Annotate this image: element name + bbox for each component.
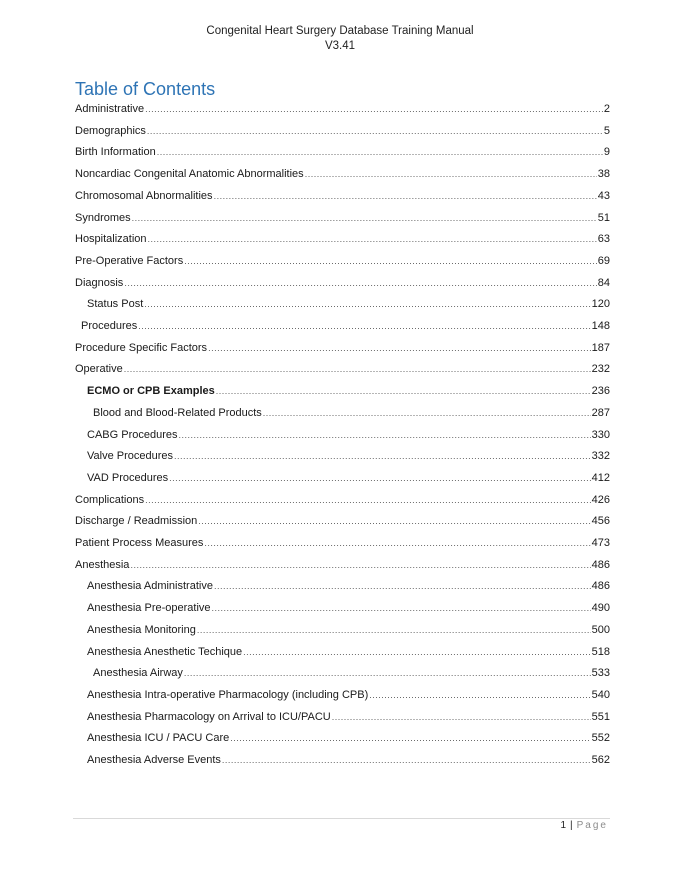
toc-entry-label: Anesthesia (75, 558, 130, 571)
toc-leader (305, 166, 597, 182)
toc-leader (157, 144, 603, 160)
toc-leader (178, 427, 590, 443)
toc-entry-patient-process-measures[interactable] (75, 535, 610, 551)
toc-entry-anesthesia-icu-pacu-care[interactable] (87, 730, 610, 746)
toc-leader (263, 405, 591, 421)
toc-entry-page: 552 (591, 732, 610, 745)
toc-leader (144, 296, 590, 312)
toc-entry-page: 38 (597, 168, 610, 181)
toc-leader (212, 600, 591, 616)
toc-entry-label: Anesthesia ICU / PACU Care (87, 732, 230, 745)
toc-entry-page: 2 (603, 103, 610, 115)
toc-entry-valve-procedures[interactable] (87, 448, 610, 464)
toc-entry-label: Pre-Operative Factors (75, 254, 184, 267)
toc-entry-label: Syndromes (75, 211, 131, 224)
toc-entry-label: Anesthesia Pharmacology on Arrival to ICU/PACU (87, 710, 331, 723)
toc-entry-label: CABG Procedures (87, 428, 178, 441)
toc-leader (222, 752, 591, 768)
toc-entry-diagnosis[interactable] (75, 275, 610, 291)
toc-entry-label: Anesthesia Airway (93, 667, 183, 680)
toc-entry-anesthesia-monitoring[interactable] (87, 622, 610, 638)
toc-entry-anesthesia-technique[interactable] (87, 644, 610, 660)
toc-entry-label: Anesthesia Monitoring (87, 623, 196, 636)
toc-entry-anesthesia-pre-operative[interactable] (87, 600, 610, 616)
toc-entry-label: Administrative (75, 103, 145, 115)
toc-entry-page: 120 (591, 298, 610, 311)
footer-page-word: Page (576, 820, 608, 831)
toc-entry-label: Anesthesia Administrative (87, 580, 213, 593)
toc-leader (174, 448, 591, 464)
toc-leader (130, 557, 590, 573)
toc-leader (124, 361, 591, 377)
toc-entry-anesthesia-intra-op-pharmacology[interactable] (87, 687, 610, 703)
toc-entry-complications[interactable] (75, 492, 610, 508)
toc-leader (184, 665, 591, 681)
toc-entry-page: 187 (591, 341, 610, 354)
toc-entry-hospitalization[interactable] (75, 231, 610, 247)
toc-leader (124, 275, 596, 291)
toc-entry-page: 232 (591, 363, 610, 376)
toc-entry-syndromes[interactable] (75, 210, 610, 226)
toc-entry-page: 518 (591, 645, 610, 658)
toc-entry-page: 473 (591, 537, 610, 549)
toc-entry-birth-information[interactable] (75, 144, 610, 160)
toc-leader (230, 730, 590, 746)
toc-entry-page: 84 (597, 276, 610, 289)
toc-leader (184, 253, 597, 269)
toc-leader (369, 687, 590, 703)
toc-entry-page: 148 (591, 320, 610, 332)
toc-entry-blood-products[interactable] (93, 405, 610, 421)
document-version: V3.41 (324, 40, 356, 52)
toc-leader (145, 101, 603, 117)
toc-entry-page: 551 (591, 710, 610, 723)
toc-entry-label: Operative (75, 363, 123, 376)
toc-entry-page: 332 (591, 450, 610, 463)
toc-heading: Table of Contents (75, 79, 216, 99)
toc-entry-procedures[interactable] (81, 318, 610, 334)
page-footer (560, 819, 608, 833)
toc-entry-noncardiac[interactable] (75, 166, 610, 182)
toc-entry-label: Birth Information (75, 146, 156, 159)
toc-entry-label: Procedures (81, 320, 138, 332)
toc-entry-page: 51 (597, 211, 610, 224)
toc-entry-pre-operative-factors[interactable] (75, 253, 610, 269)
toc-entry-page: 456 (591, 515, 610, 528)
document-header (0, 24, 680, 54)
toc-leader (204, 535, 590, 551)
toc-entry-label: Anesthesia Adverse Events (87, 754, 221, 766)
toc-entry-status-post[interactable] (87, 296, 610, 312)
toc-entry-page: 490 (591, 602, 610, 615)
toc-entry-anesthesia-adverse-events[interactable] (87, 752, 610, 768)
toc-entry-vad-procedures[interactable] (87, 470, 610, 486)
toc-entry-anesthesia-airway[interactable] (93, 665, 610, 681)
toc-entry-label: Anesthesia Pre-operative (87, 602, 211, 615)
toc-entry-page: 486 (591, 558, 610, 571)
document-title: Congenital Heart Surgery Database Training Manual (206, 25, 474, 37)
footer-separator: | (570, 820, 573, 831)
toc-entry-page: 500 (591, 623, 610, 636)
toc-leader (138, 318, 590, 334)
toc-entry-label: Hospitalization (75, 233, 147, 246)
toc-entry-page: 330 (591, 428, 610, 441)
toc-leader (208, 340, 591, 356)
toc-entry-label: ECMO or CPB Examples (87, 385, 215, 398)
toc-leader (147, 123, 603, 139)
toc-entry-page: 63 (597, 233, 610, 246)
footer-divider (73, 818, 610, 819)
toc-entry-discharge-readmission[interactable] (75, 513, 610, 529)
toc-leader (216, 383, 591, 399)
toc-leader (148, 231, 597, 247)
toc-entry-page: 5 (603, 124, 610, 137)
toc-entry-label: Blood and Blood-Related Products (93, 406, 262, 419)
toc-leader (332, 709, 591, 725)
toc-leader (132, 210, 597, 226)
toc-leader (197, 622, 591, 638)
toc-entry-label: Patient Process Measures (75, 537, 204, 549)
toc-entry-anesthesia[interactable] (75, 557, 610, 573)
toc-entry-anesthesia-pharmacology-arrival[interactable] (87, 709, 610, 725)
toc-entry-ecmo-cpb-examples[interactable] (87, 383, 610, 399)
toc-entry-page: 69 (597, 254, 610, 267)
toc-entry-page: 562 (591, 754, 610, 766)
toc-entry-page: 412 (591, 471, 610, 484)
toc-entry-page: 43 (597, 189, 610, 202)
toc-entry-demographics[interactable] (75, 123, 610, 139)
toc-entry-cabg-procedures[interactable] (87, 427, 610, 443)
toc-leader (214, 188, 597, 204)
toc-entry-label: Demographics (75, 124, 146, 137)
toc-entry-label: Status Post (87, 298, 144, 311)
toc-entry-chromosomal[interactable] (75, 188, 610, 204)
toc-entry-label: Chromosomal Abnormalities (75, 189, 213, 202)
toc-entry-procedure-specific-factors[interactable] (75, 340, 610, 356)
toc-entry-administrative[interactable] (75, 101, 610, 117)
toc-leader (243, 644, 591, 660)
toc-entry-operative[interactable] (75, 361, 610, 377)
toc-entry-label: VAD Procedures (87, 471, 169, 484)
toc-entry-page: 287 (591, 406, 610, 419)
toc-entry-page: 533 (591, 667, 610, 680)
toc-entry-anesthesia-administrative[interactable] (87, 578, 610, 594)
toc-leader (198, 513, 590, 529)
toc-entry-label: Diagnosis (75, 276, 124, 289)
toc-leader (145, 492, 591, 508)
toc-leader (169, 470, 591, 486)
toc-entry-page: 426 (591, 493, 610, 506)
toc-entry-label: Discharge / Readmission (75, 515, 198, 528)
toc-entry-label: Complications (75, 493, 145, 506)
toc-entry-page: 236 (591, 385, 610, 398)
toc-entry-page: 540 (591, 688, 610, 701)
toc-entry-page: 9 (603, 146, 610, 159)
toc-entry-label: Anesthesia Intra-operative Pharmacology (including CPB) (87, 688, 369, 701)
toc-entry-page: 486 (591, 580, 610, 593)
toc-entry-label: Valve Procedures (87, 450, 174, 463)
toc-leader (214, 578, 591, 594)
footer-page-number: 1 (560, 820, 567, 831)
toc-entry-label: Noncardiac Congenital Anatomic Abnormalities (75, 168, 304, 181)
toc-entry-label: Procedure Specific Factors (75, 341, 208, 354)
toc-entry-label: Anesthesia Anesthetic Techique (87, 645, 243, 658)
